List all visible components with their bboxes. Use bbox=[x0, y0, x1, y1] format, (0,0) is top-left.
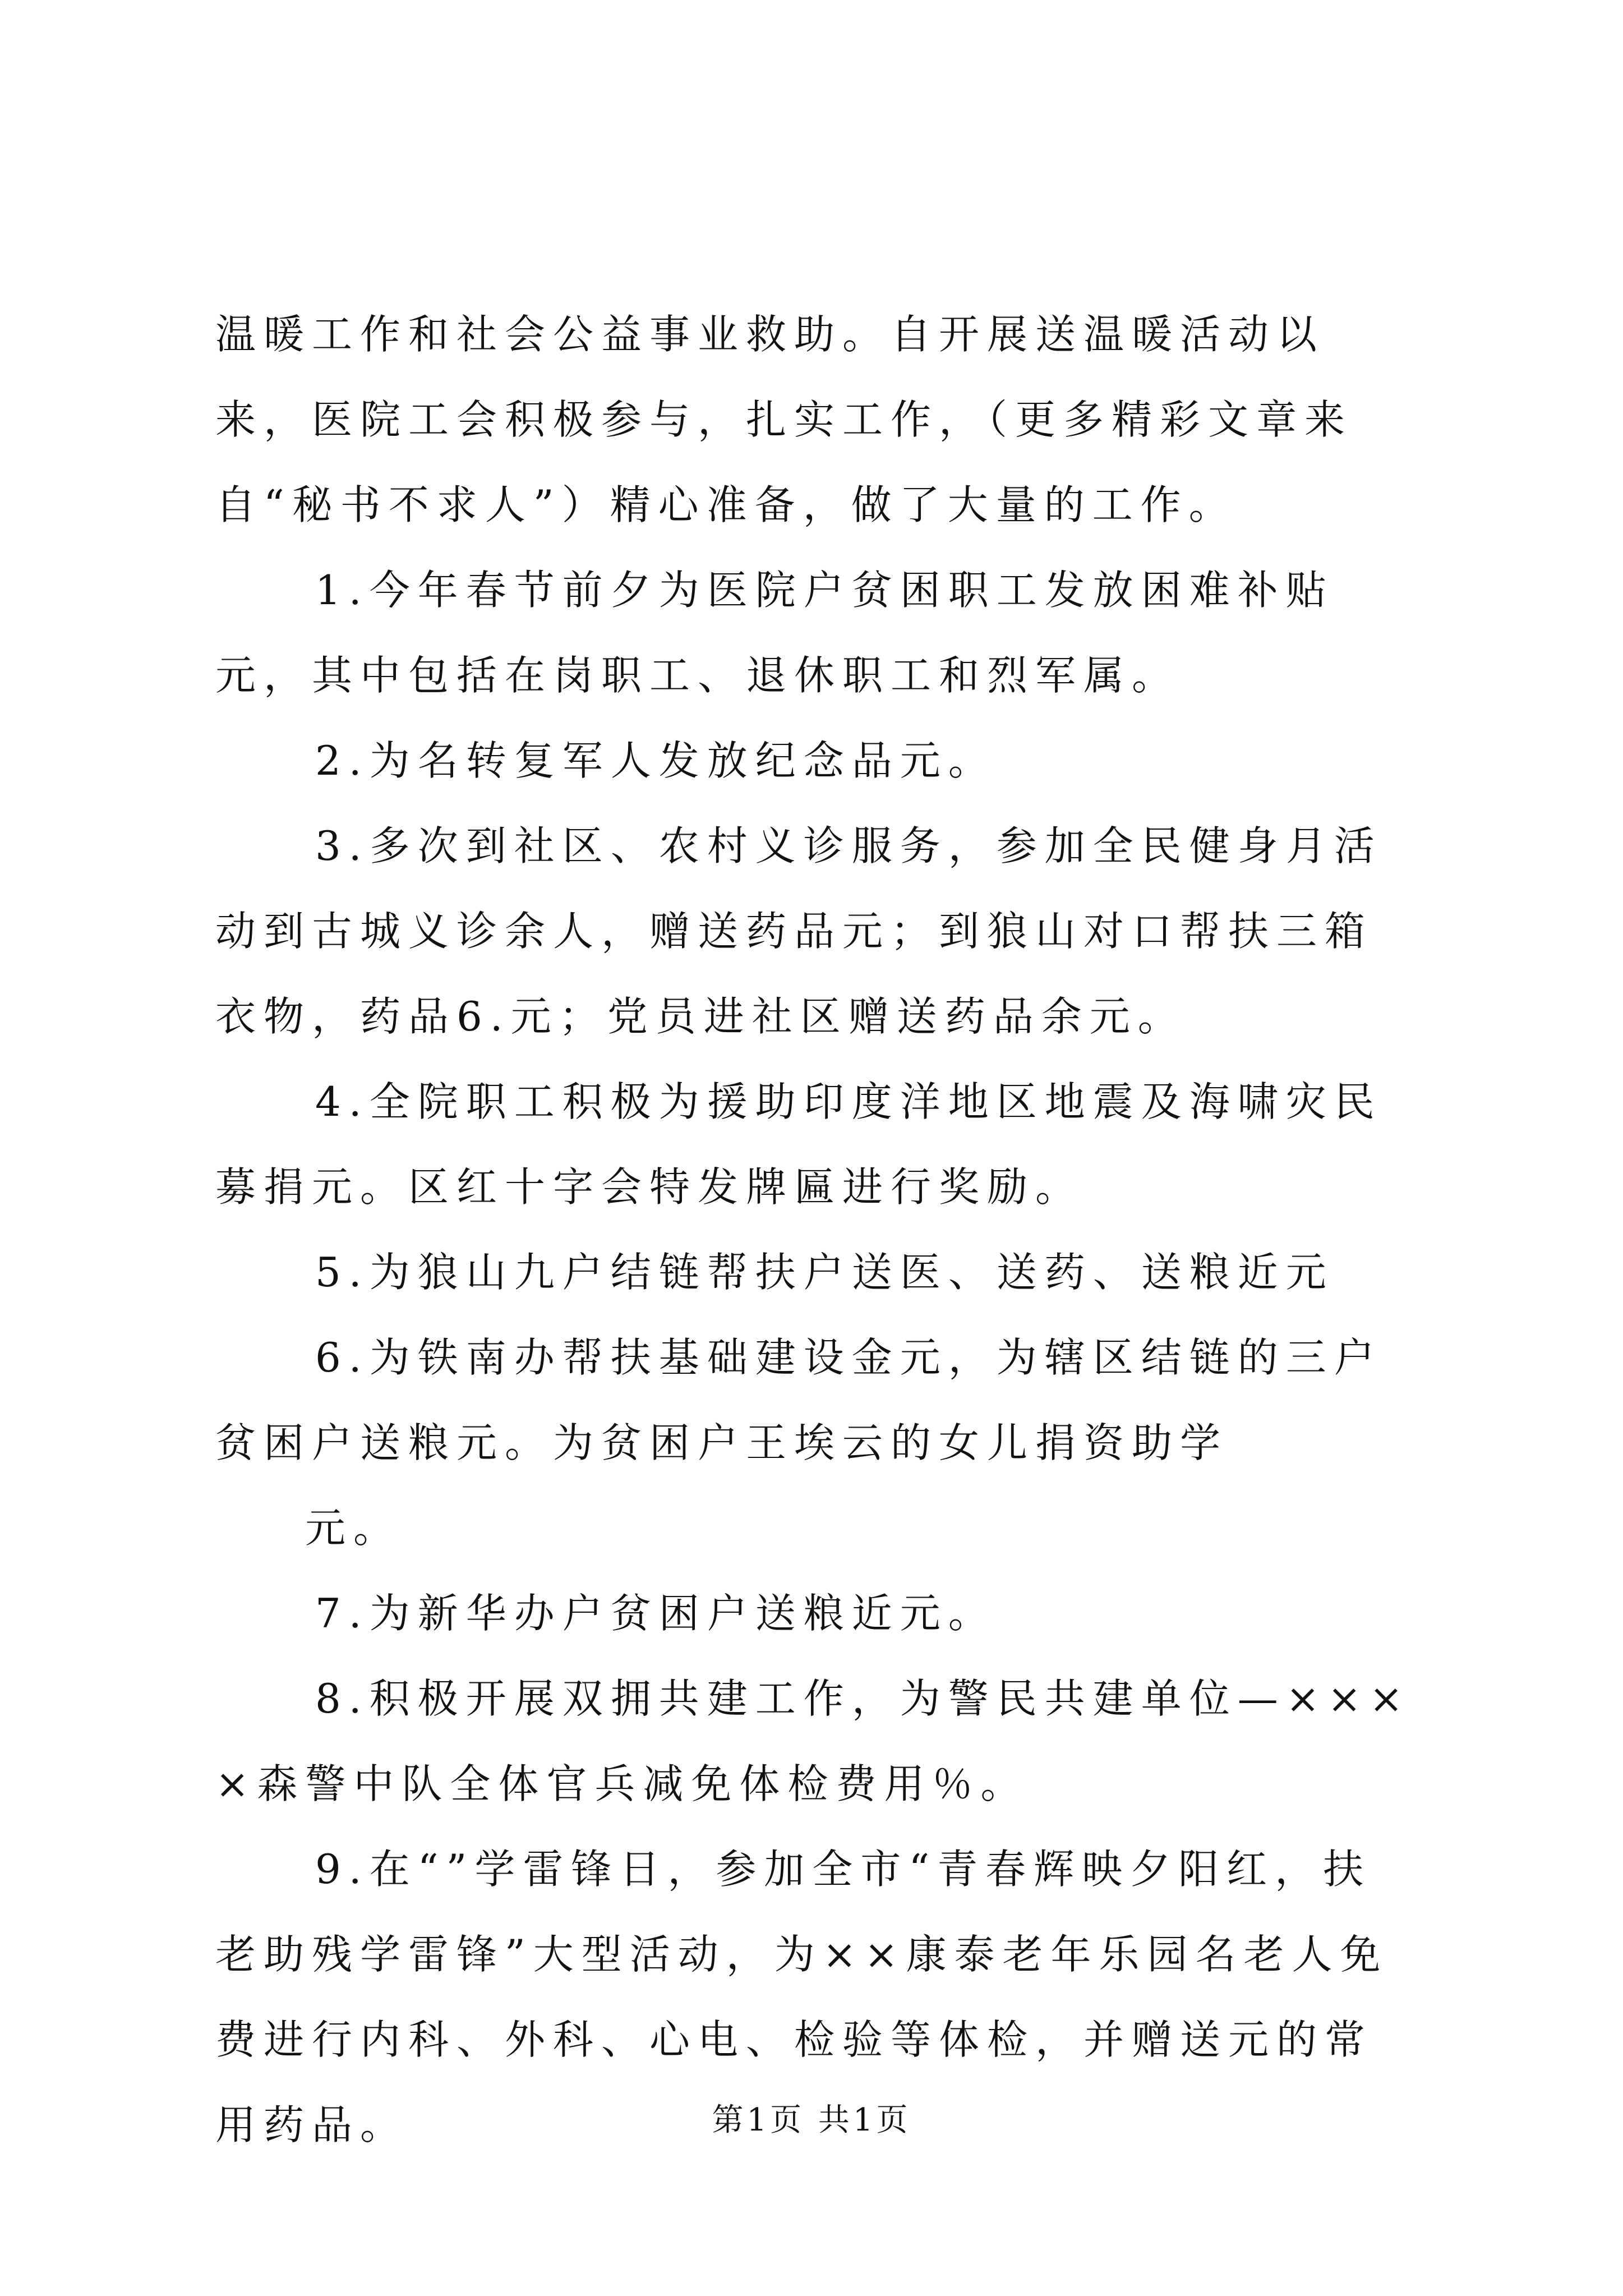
list-item-2: 2.为名转复军人发放纪念品元。 bbox=[315, 737, 997, 784]
list-item-6: 6.为铁南办帮扶基础建设金元，为辖区结链的三户贫困户送粮元。为贫困户王埃云的女儿捐资助学 bbox=[215, 1334, 1382, 1466]
page-footer: 第1页 共1页 bbox=[712, 2102, 911, 2138]
document-body bbox=[215, 292, 1415, 2168]
list-item-8: 8.积极开展双拥共建工作，为警民共建单位—××××森警中队全体官兵减免体检费用％。 bbox=[215, 1675, 1411, 1807]
list-item-6-continuation: 元。 bbox=[305, 1504, 402, 1552]
intro-paragraph: 温暖工作和社会公益事业救助。自开展送温暖活动以来，医院工会积极参与，扎实工作，（更多精彩文章来自“秘书不求人”）精心准备，做了大量的工作。 bbox=[215, 311, 1353, 528]
list-item-7: 7.为新华办户贫困户送粮近元。 bbox=[315, 1590, 997, 1637]
list-item-5: 5.为狼山九户结链帮扶户送医、送药、送粮近元 bbox=[315, 1249, 1334, 1296]
list-item-3: 3.多次到社区、农村义诊服务，参加全民健身月活动到古城义诊余人，赠送药品元；到狼山对口帮扶三箱衣物，药品6.元；党员进社区赠送药品余元。 bbox=[215, 822, 1382, 1040]
list-item-9: 9.在“”学雷锋日，参加全市“青春辉映夕阳红，扶老助残学雷锋”大型活动，为××康泰老年乐园名老人免费进行内科、外科、心电、检验等体检，并赠送元的常用药品。 bbox=[215, 1846, 1389, 2148]
list-item-4: 4.全院职工积极为援助印度洋地区地震及海啸灾民募捐元。区红十字会特发牌匾进行奖励。 bbox=[215, 1078, 1382, 1211]
list-item-1: 1.今年春节前夕为医院户贫困职工发放困难补贴元，其中包括在岗职工、退休职工和烈军属。 bbox=[215, 567, 1334, 699]
